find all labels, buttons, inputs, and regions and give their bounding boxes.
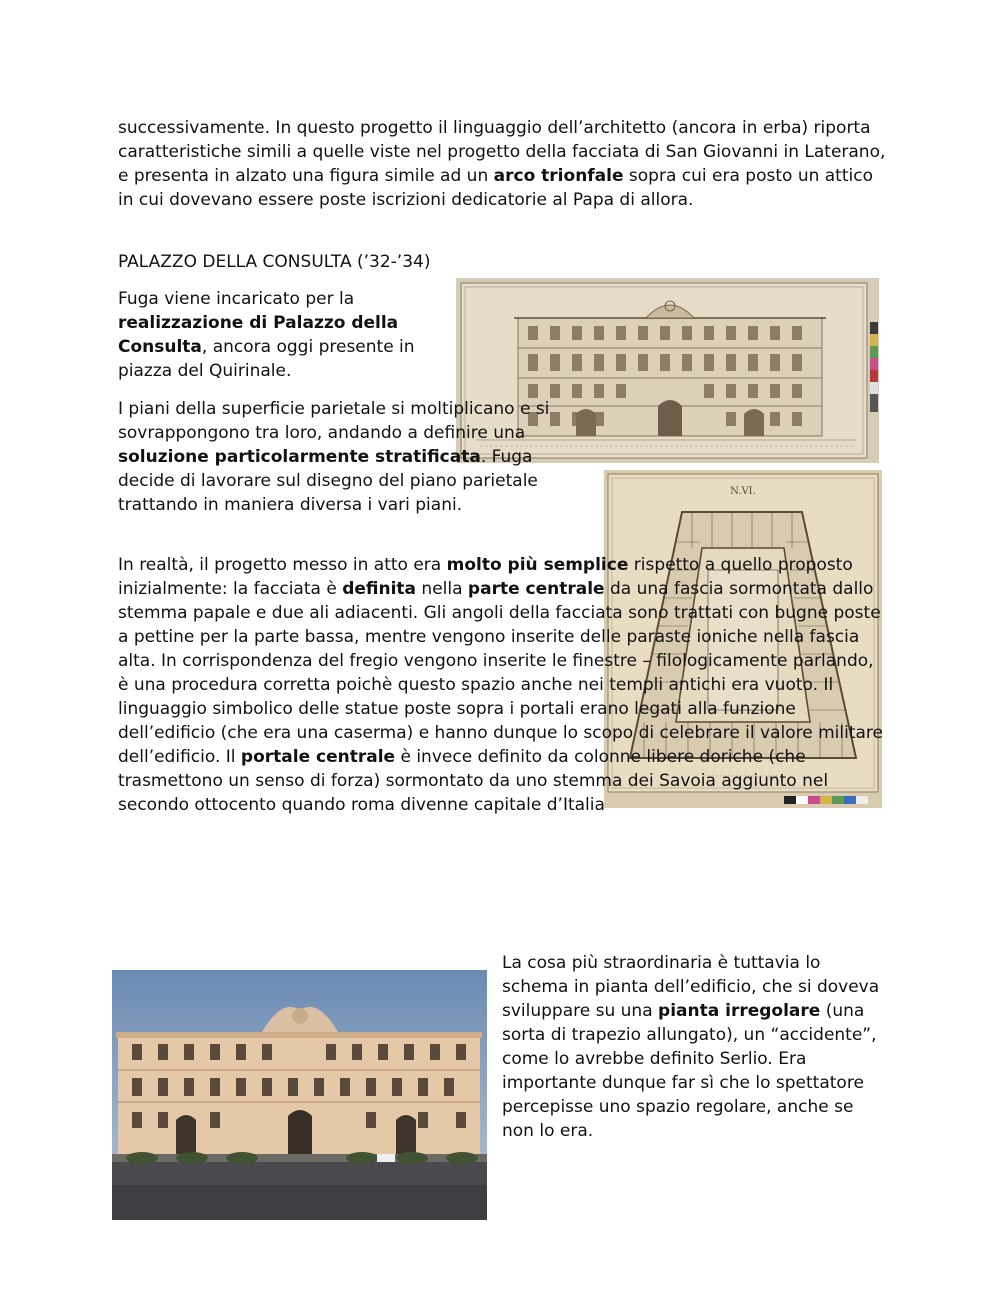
text-run: (una sorta di trapezio allungato), un “accidente”, come lo avrebbe definito Serlio. Era importante dunque far sì che lo spettatore percepisse uno spazio regolare, anche se non lo era.	[502, 1001, 877, 1141]
plan-label: N.VI.	[730, 486, 756, 497]
bold-text: portale centrale	[240, 747, 396, 767]
text-run: è invece definito da colonne libere doriche (che trasmettono un senso di forza) sormontato da uno stemma dei Savoia aggiunto nel secondo ottocento quando roma divenne capitale d’Italia	[118, 747, 829, 815]
paragraph-4	[502, 951, 887, 1143]
text-run: La cosa più straordinaria è tuttavia lo schema in pianta dell’edificio, che si doveva sviluppare su una	[502, 953, 880, 1021]
text-run: rispetto a quello proposto inizialmente: la facciata è	[118, 555, 853, 599]
intro-paragraph	[118, 116, 888, 212]
section-heading: PALAZZO DELLA CONSULTA (’32-’34)	[118, 252, 431, 272]
text-run: da una fascia sormontata dallo stemma papale e due ali adiacenti. Gli angoli della facciata sono trattati con bugne poste a pettine per la parte bassa, mentre vengono inserite delle paraste ioniche nella fascia alta. In corrispondenza del fregio vengono inserite le finestre – filologicamente parlando, è una procedura corretta poichè questo spazio anche nei templi antichi era vuoto. Il linguaggio simbolico delle statue poste sopra i portali erano legati alla funzione dell’edificio (che era una caserma) e hanno dunque lo scopo di celebrare il valore militare dell’edificio. Il	[118, 579, 883, 767]
bold-text: parte centrale	[467, 579, 605, 599]
text-run: I piani della superficie parietale si moltiplicano e si sovrappongono tra loro, andando a definire una	[118, 399, 550, 443]
bold-text: realizzazione di Palazzo della Consulta	[118, 313, 399, 357]
bold-text: arco trionfale	[493, 166, 624, 186]
paragraph-1	[118, 287, 448, 383]
bold-text: definita	[342, 579, 417, 599]
paragraph-2	[118, 397, 588, 517]
bold-text: molto più semplice	[446, 555, 629, 575]
text-run: , ancora oggi presente in piazza del Quirinale.	[118, 337, 415, 381]
text-run: . Fuga decide di lavorare sul disegno del piano parietale trattando in maniera diversa i vari piani.	[118, 447, 538, 515]
text-run: sopra cui era posto un attico in cui dovevano essere poste iscrizioni dedicatorie al Papa di allora.	[118, 166, 873, 210]
paragraph-3	[118, 553, 888, 817]
text-run: nella	[416, 579, 468, 599]
text-run: successivamente. In questo progetto il linguaggio dell’architetto (ancora in erba) riporta caratteristiche simili a quelle viste nel progetto della facciata di San Giovanni in Laterano, e presenta in alzato una figura simile ad un	[118, 118, 886, 186]
text-run: Fuga viene incaricato per la	[118, 289, 355, 309]
bold-text: soluzione particolarmente stratificata	[118, 447, 481, 467]
text-run: In realtà, il progetto messo in atto era	[118, 555, 447, 575]
palazzo-photo	[112, 970, 487, 1220]
bold-text: pianta irregolare	[658, 1001, 821, 1021]
